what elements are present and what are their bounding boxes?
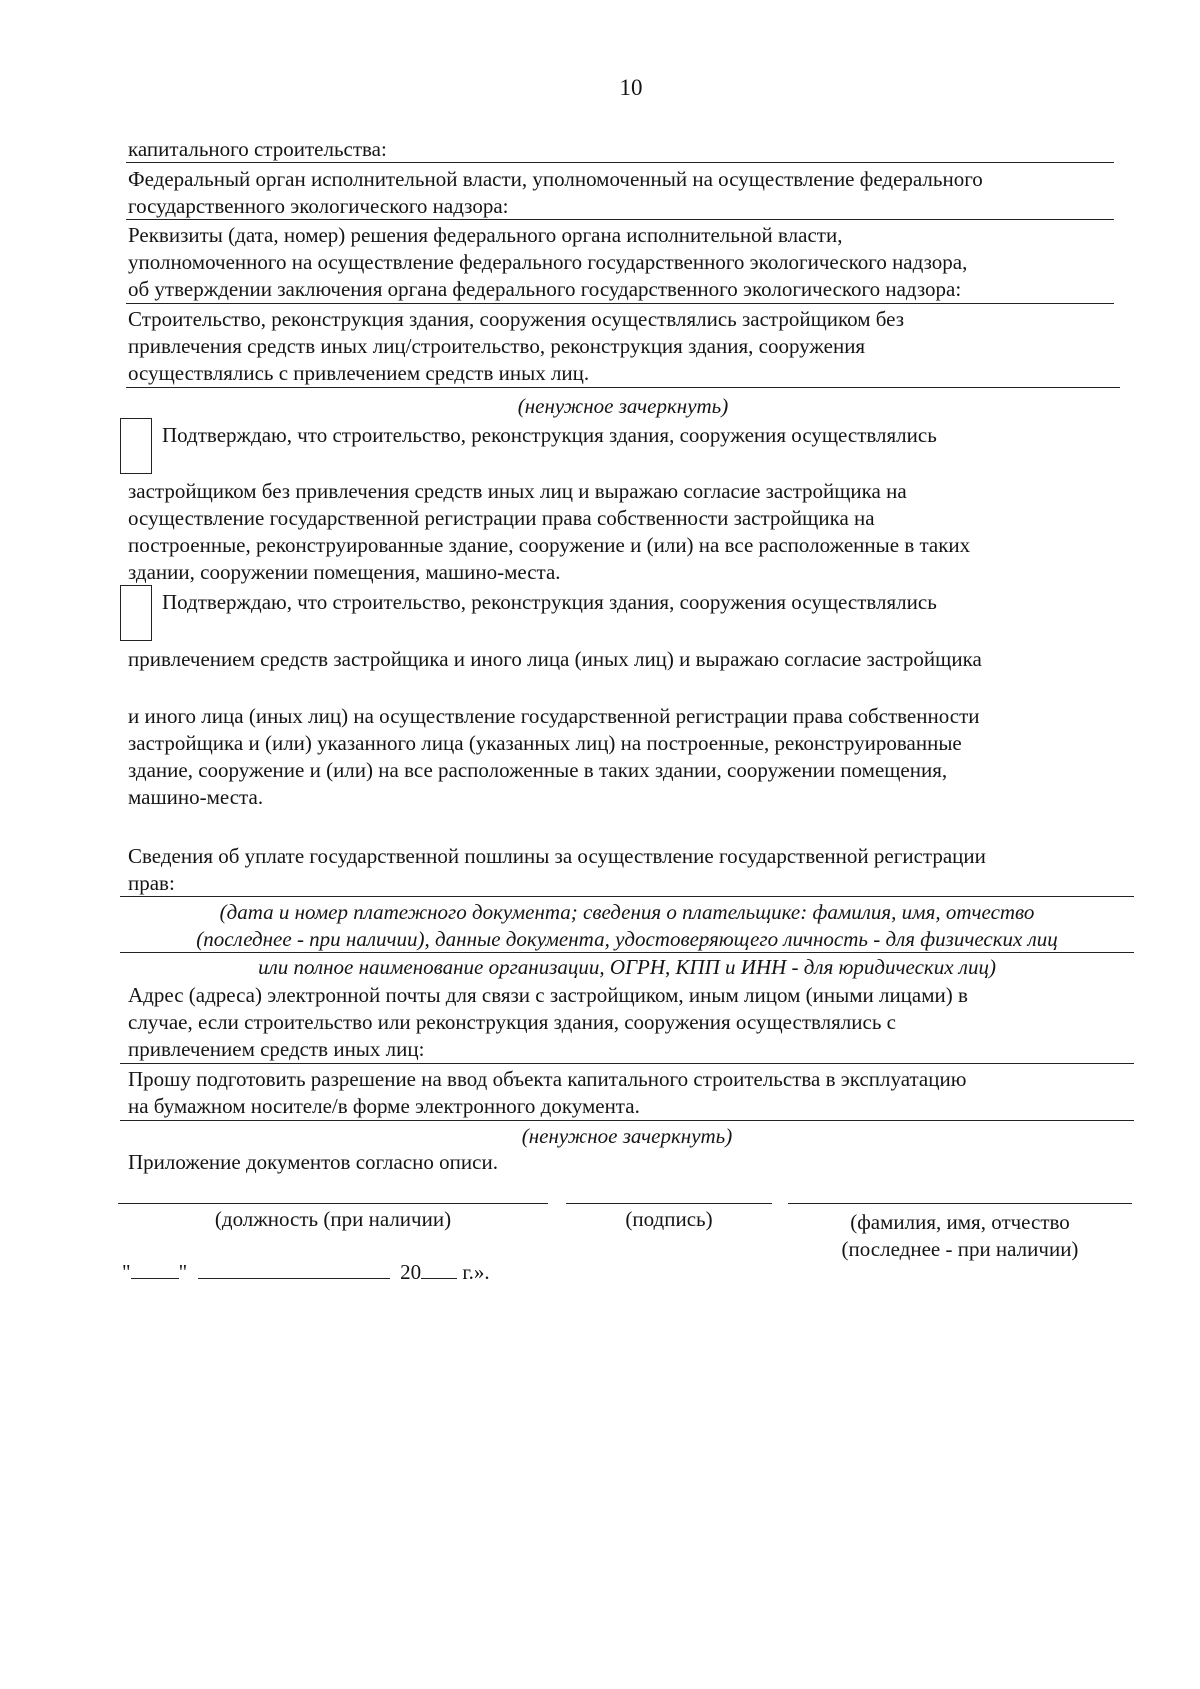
date-quote-open: " xyxy=(122,1260,131,1284)
confirm-joint-funds-line: и иного лица (иных лиц) на осуществление государственной регистрации права собственности xyxy=(128,704,980,728)
field-underline xyxy=(126,387,1120,388)
confirm-joint-funds-line: застройщика и (или) указанного лица (указанных лиц) на построенные, реконструированные xyxy=(128,731,962,755)
date-line xyxy=(122,1258,490,1286)
capital-construction-label: капитального строительства: xyxy=(128,137,387,161)
email-field xyxy=(128,982,1124,1063)
confirm-own-funds-line: построенные, реконструированные здание, сооружение и (или) на все расположенные в таких xyxy=(128,533,971,557)
confirm-own-funds-line: застройщиком без привлечения средств иных лиц и выражаю согласие застройщика на xyxy=(128,479,907,503)
format-request-line: Прошу подготовить разрешение на ввод объекта капитального строительства в эксплуатацию xyxy=(128,1067,967,1091)
funding-line: привлечения средств иных лиц/строительство, реконструкция здания, сооружения xyxy=(128,334,866,358)
confirm-own-funds-line: здании, сооружении помещения, машино-места. xyxy=(128,560,561,584)
name-signature-line[interactable] xyxy=(788,1203,1132,1204)
confirm-joint-funds-text xyxy=(128,703,1124,811)
field-underline xyxy=(126,162,1114,163)
name-caption-line: (фамилия, имя, отчество xyxy=(850,1210,1070,1234)
confirm-own-funds-checkbox[interactable] xyxy=(120,418,152,474)
confirm-joint-funds-line: здание, сооружение и (или) на все расположенные в таких здании, сооружении помещения, xyxy=(128,758,948,782)
state-fee-hint-line: (последнее - при наличии), данные документа, удостоверяющего личность - для физических лиц xyxy=(196,927,1058,951)
field-underline xyxy=(120,952,1134,953)
funding-line: осуществлялись с привлечением средств иных лиц. xyxy=(128,361,590,385)
confirm-own-funds-line: осуществление государственной регистрации права собственности застройщика на xyxy=(128,506,875,530)
confirm-joint-funds-line-2: привлечением средств застройщика и иного лица (иных лиц) и выражаю согласие застройщика xyxy=(128,647,982,671)
funding-field xyxy=(128,306,1124,387)
field-underline xyxy=(126,219,1114,220)
state-fee-field xyxy=(128,843,1124,897)
decision-requisites-field xyxy=(128,222,1124,303)
decision-requisites-line: Реквизиты (дата, номер) решения федерального органа исполнительной власти, xyxy=(128,223,843,247)
eco-authority-line: государственного экологического надзора: xyxy=(128,194,509,218)
strike-note: (ненужное зачеркнуть) xyxy=(517,394,729,418)
state-fee-hint-line: (дата и номер платежного документа; сведения о плательщике: фамилия, имя, отчество xyxy=(219,900,1035,924)
capital-construction-field xyxy=(128,136,1124,163)
field-underline xyxy=(126,303,1114,304)
state-fee-line: прав: xyxy=(128,871,175,895)
year-prefix: 20 xyxy=(400,1260,422,1284)
eco-authority-field xyxy=(128,166,1124,220)
year-blank[interactable] xyxy=(421,1258,457,1279)
strike-note: (ненужное зачеркнуть) xyxy=(521,1124,733,1148)
email-line: Адрес (адреса) электронной почты для связи с застройщиком, иным лицом (иными лицами) в xyxy=(128,983,968,1007)
field-underline xyxy=(120,1120,1134,1121)
day-blank[interactable] xyxy=(131,1258,179,1279)
name-caption xyxy=(788,1209,1132,1263)
month-blank[interactable] xyxy=(198,1258,390,1279)
confirm-joint-funds-first-line: Подтверждаю, что строительство, реконструкция здания, сооружения осуществлялись xyxy=(162,590,937,614)
signature-line[interactable] xyxy=(566,1203,772,1204)
attachments-note: Приложение документов согласно описи. xyxy=(128,1150,498,1174)
signature-caption: (подпись) xyxy=(625,1207,713,1231)
state-fee-line: Сведения об уплате государственной пошлины за осуществление государственной регистрации xyxy=(128,844,986,868)
email-line: привлечением средств иных лиц: xyxy=(128,1037,425,1061)
field-underline xyxy=(120,896,1134,897)
confirm-own-funds-first-line: Подтверждаю, что строительство, реконструкция здания, сооружения осуществлялись xyxy=(162,423,937,447)
page-number: 10 xyxy=(619,75,643,100)
email-line: случае, если строительство или реконструкция здания, сооружения осуществлялись с xyxy=(128,1010,896,1034)
confirm-joint-funds-line: машино-места. xyxy=(128,785,264,809)
field-underline xyxy=(120,1063,1134,1064)
decision-requisites-line: уполномоченного на осуществление федерального государственного экологического надзора, xyxy=(128,250,968,274)
position-signature-line[interactable] xyxy=(118,1203,548,1204)
decision-requisites-line: об утверждении заключения органа федерального государственного экологического надзора: xyxy=(128,277,962,301)
funding-line: Строительство, реконструкция здания, сооружения осуществлялись застройщиком без xyxy=(128,307,905,331)
year-suffix: г.». xyxy=(462,1260,490,1284)
confirm-own-funds-text xyxy=(128,478,1124,586)
position-caption: (должность (при наличии) xyxy=(214,1207,452,1231)
state-fee-hint xyxy=(120,899,1134,953)
confirm-joint-funds-checkbox[interactable] xyxy=(120,585,152,641)
name-caption-line: (последнее - при наличии) xyxy=(841,1237,1079,1261)
state-fee-hint-line: или полное наименование организации, ОГРН, КПП и ИНН - для юридических лиц) xyxy=(258,955,996,979)
eco-authority-line: Федеральный орган исполнительной власти, уполномоченный на осуществление федерального xyxy=(128,167,983,191)
date-quote-close: " xyxy=(178,1260,188,1284)
format-request-field xyxy=(128,1066,1124,1120)
format-request-line: на бумажном носителе/в форме электронного документа. xyxy=(128,1094,640,1118)
